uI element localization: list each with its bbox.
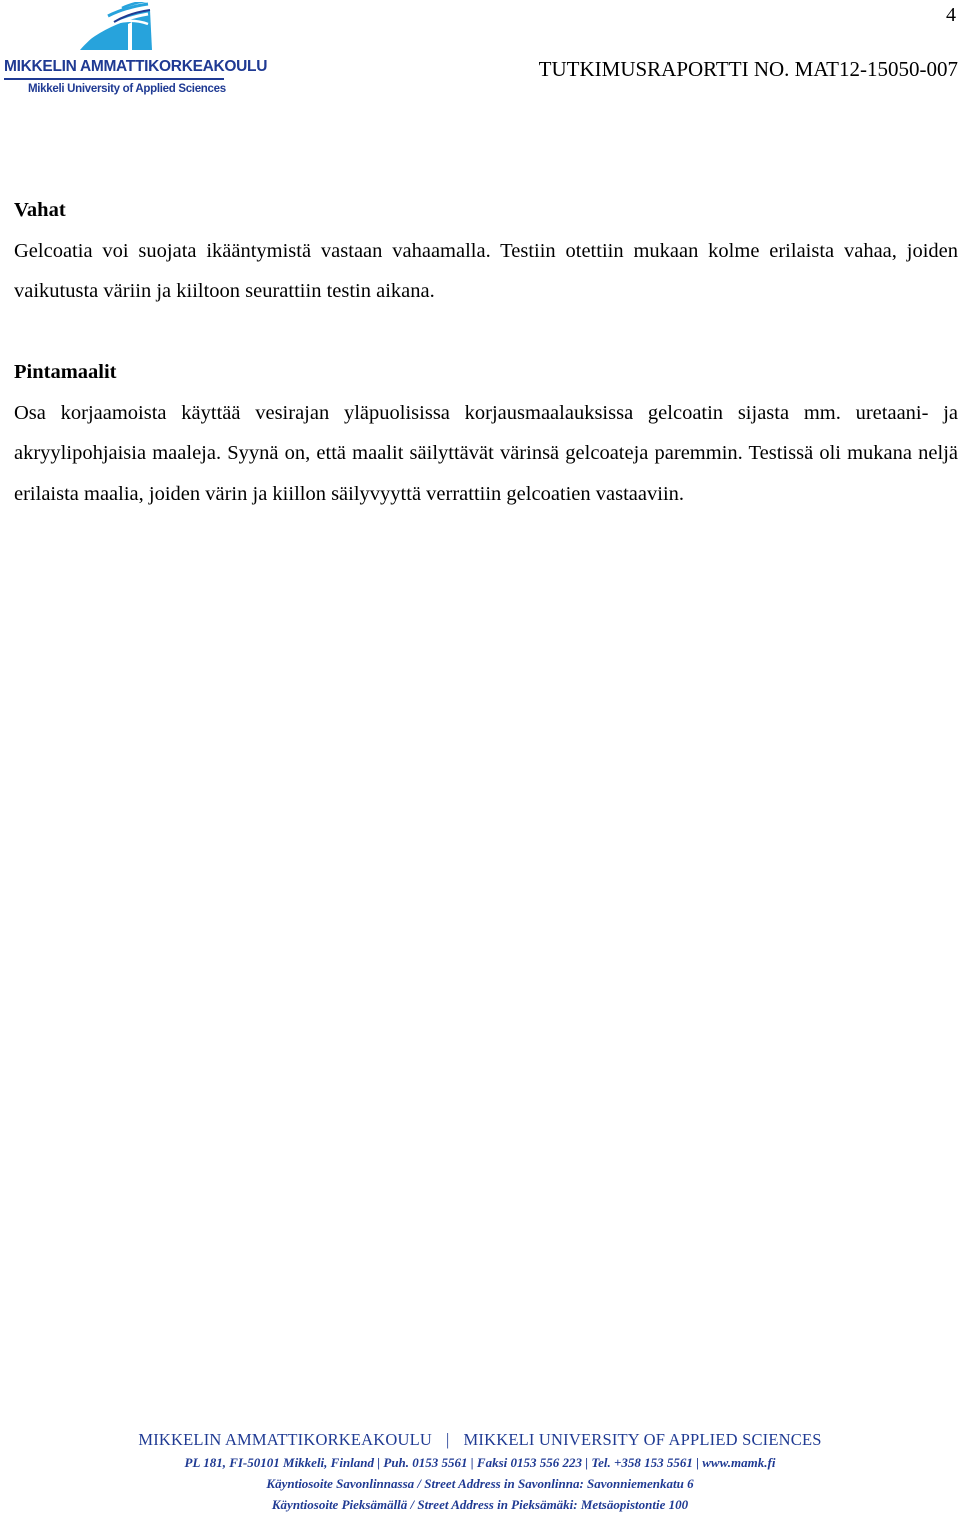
- footer-address-pieksamaki: Käyntiosoite Pieksämällä / Street Address in Pieksämäki: Metsäopistontie 100: [271, 1497, 689, 1512]
- logo-subtitle: Mikkeli University of Applied Sciences: [28, 83, 226, 95]
- footer-address-savonlinna: Käyntiosoite Savonlinnassa / Street Address in Savonlinna: Savonniemenkatu 6: [266, 1476, 694, 1491]
- footer-contact: PL 181, FI-50101 Mikkeli, Finland | Puh. 0153 5561 | Faksi 0153 556 223 | Tel. +358 153 5561 | www.mamk.fi: [184, 1455, 776, 1470]
- section-heading: Vahat: [14, 199, 66, 221]
- page-number: 4: [946, 4, 956, 26]
- page-footer: [0, 1428, 960, 1515]
- footer-names: [0, 1428, 960, 1452]
- footer-name-fi: MIKKELIN AMMATTIKORKEAKOULU: [138, 1430, 433, 1449]
- section-text: Osa korjaamoista käyttää vesirajan yläpuolisissa korjausmaalauksissa gelcoatin sijasta mm. uretaani- ja akryylipohjaisia maaleja. Syynä on, että maalit säilyttävät värinsä gelcoateja paremmin. Testissä oli mukana neljä erilaista maalia, joiden värin ja kiillon säilyvyyttä verrattiin gelcoatien vastaaviin.: [14, 401, 958, 505]
- university-logo: [4, 2, 268, 100]
- section-pintamaalit: [14, 352, 958, 514]
- section-text: Gelcoatia voi suojata ikääntymistä vastaan vahaamalla. Testiin otettiin mukaan kolme erilaista vahaa, joiden vaikutusta väriin ja kiiltoon seurattiin testin aikana.: [14, 239, 958, 302]
- document-body: [14, 190, 958, 514]
- section-heading: Pintamaalit: [14, 361, 117, 383]
- section-vahat: [14, 190, 958, 312]
- footer-name-en: MIKKELI UNIVERSITY OF APPLIED SCIENCES: [463, 1430, 822, 1449]
- logo-name: MIKKELIN AMMATTIKORKEAKOULU: [4, 58, 268, 75]
- footer-separator: |: [446, 1430, 450, 1449]
- logo-divider: [4, 78, 224, 80]
- wave-logo-icon: [78, 2, 154, 52]
- report-id: TUTKIMUSRAPORTTI NO. MAT12-15050-007: [538, 57, 958, 81]
